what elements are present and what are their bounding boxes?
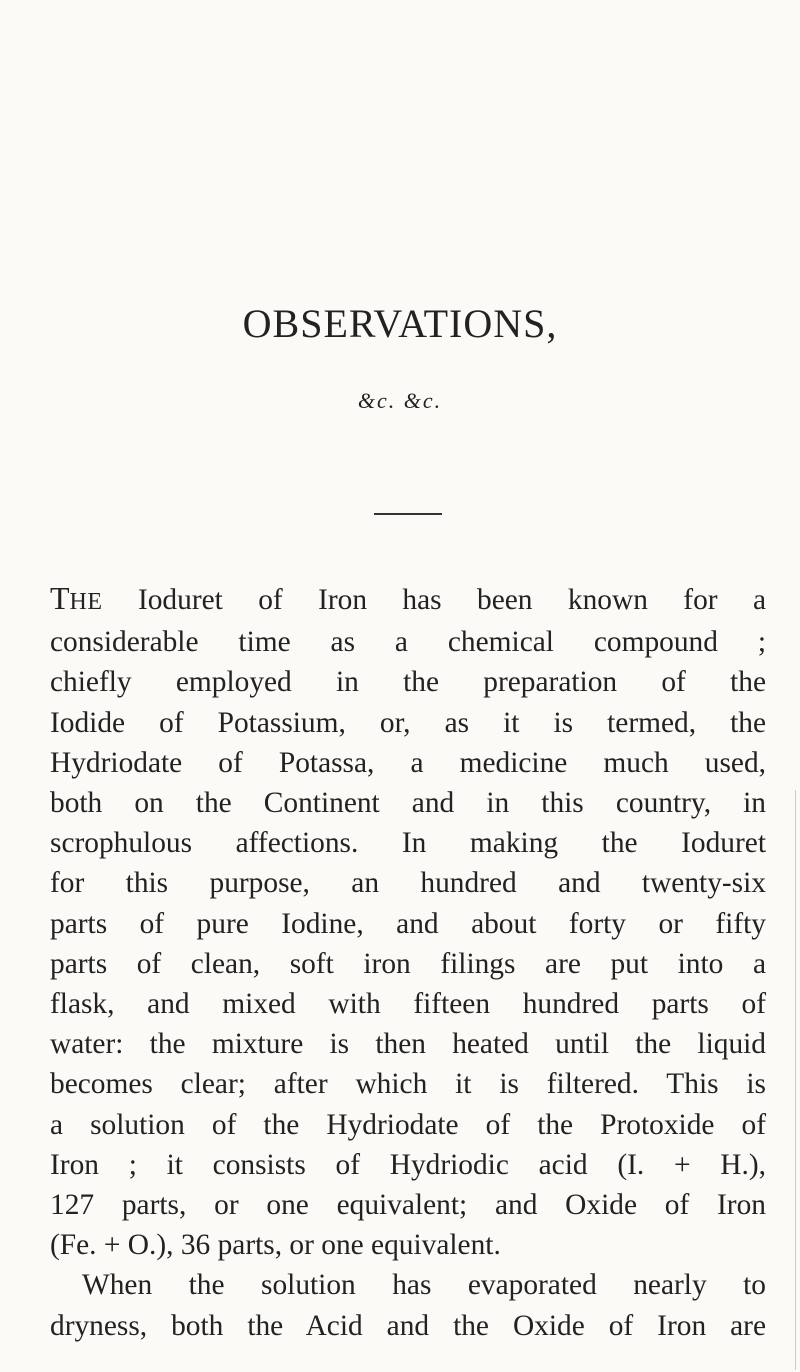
text-line-12: water: the mixture is then heated until the liquid [50, 1028, 766, 1061]
text-line-16: 127 parts, or one equivalent; and Oxide of Iron [50, 1189, 766, 1222]
text-line-6: both on the Continent and in this country, in [50, 787, 766, 820]
text-line-1-rest: Ioduret of Iron has been known for a [102, 584, 766, 616]
text-line-3: chiefly employed in the preparation of the [50, 666, 766, 699]
page-subheading: &c. &c. [357, 388, 443, 413]
section-divider-rule [374, 513, 442, 515]
text-line-7: scrophulous affections. In making the Ioduret [50, 827, 766, 860]
text-line-2: considerable time as a chemical compound ; [50, 626, 766, 659]
opening-small-caps: HE [69, 589, 103, 615]
body-paragraph [50, 578, 766, 1346]
text-line-1 [50, 578, 766, 622]
text-line-18: When the solution has evaporated nearly to [82, 1269, 766, 1302]
text-line-8: for this purpose, an hundred and twenty-six [50, 867, 766, 900]
page-edge-shadow [795, 790, 796, 1370]
text-line-11: flask, and mixed with fifteen hundred parts of [50, 988, 766, 1021]
text-line-9: parts of pure Iodine, and about forty or fifty [50, 907, 766, 940]
page-heading: OBSERVATIONS, [242, 301, 558, 346]
text-line-17: (Fe. + O.), 36 parts, or one equivalent. [50, 1229, 501, 1262]
text-line-19: dryness, both the Acid and the Oxide of Iron are [50, 1309, 766, 1342]
text-line-13: becomes clear; after which it is filtered. This is [50, 1068, 766, 1101]
text-line-14: a solution of the Hydriodate of the Protoxide of [50, 1108, 766, 1141]
text-line-10: parts of clean, soft iron filings are put into a [50, 947, 766, 980]
text-line-5: Hydriodate of Potassa, a medicine much used, [50, 746, 766, 779]
text-line-4: Iodide of Potassium, or, as it is termed, the [50, 706, 766, 739]
text-line-15: Iron ; it consists of Hydriodic acid (I. + H.), [50, 1148, 766, 1181]
opening-capital: T [50, 580, 70, 616]
